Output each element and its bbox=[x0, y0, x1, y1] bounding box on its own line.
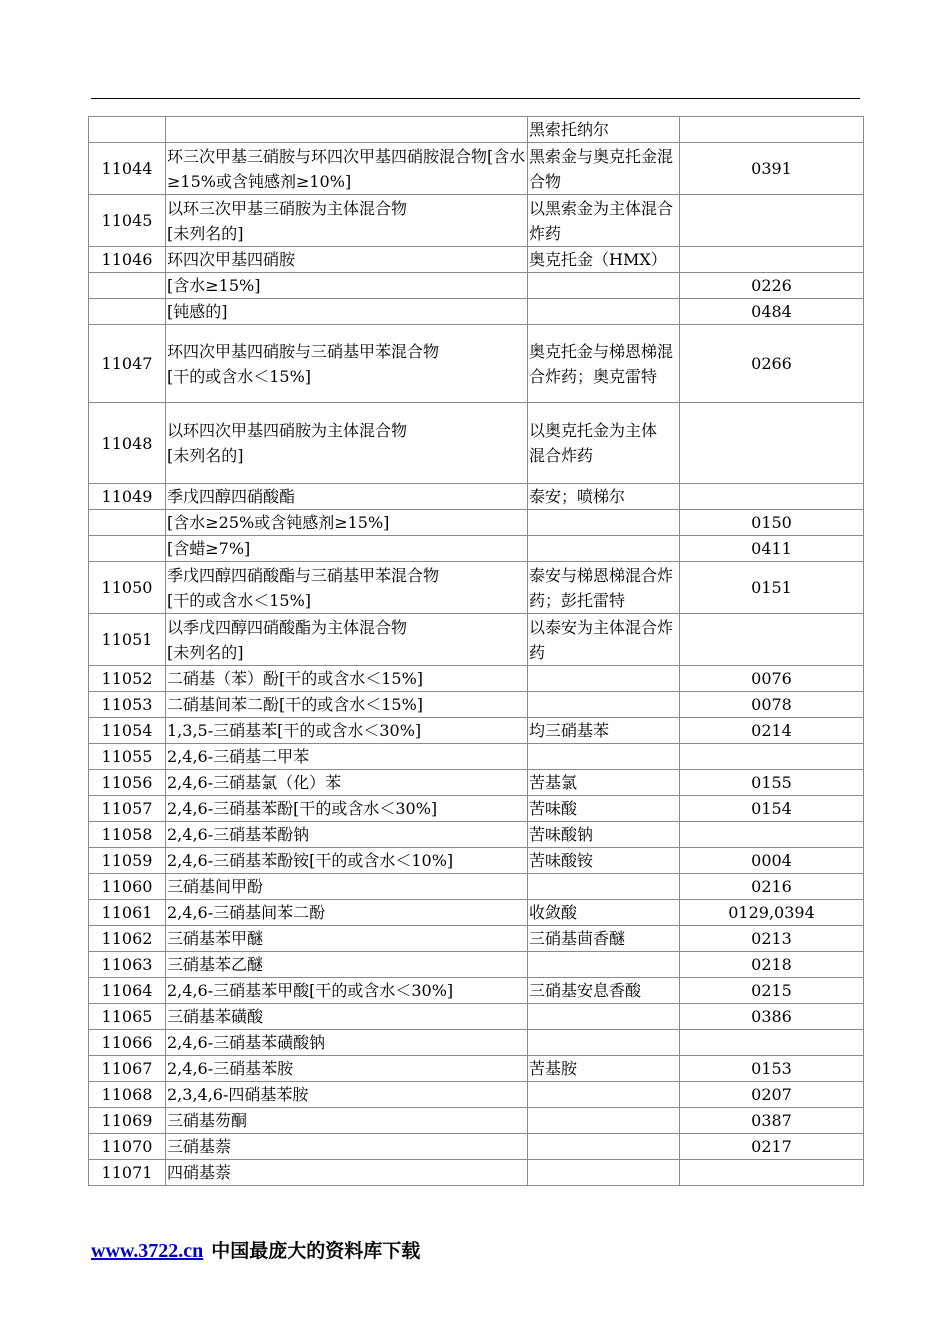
cell-alias: 泰安；喷梯尔 bbox=[528, 484, 680, 510]
cell-un-number: 0004 bbox=[680, 848, 864, 874]
cell-name: 以环四次甲基四硝胺为主体混合物 [未列名的] bbox=[166, 403, 528, 484]
cell-un-number: 0217 bbox=[680, 1134, 864, 1160]
cell-un-number: 0151 bbox=[680, 562, 864, 614]
cell-number: 11068 bbox=[89, 1082, 166, 1108]
cell-un-number: 0207 bbox=[680, 1082, 864, 1108]
cell-un-number bbox=[680, 117, 864, 143]
cell-name: [含蜡≥7%] bbox=[166, 536, 528, 562]
cell-un-number: 0078 bbox=[680, 692, 864, 718]
table-row bbox=[89, 143, 864, 195]
cell-alias: 苦基胺 bbox=[528, 1056, 680, 1082]
table-row bbox=[89, 900, 864, 926]
cell-alias: 收敛酸 bbox=[528, 900, 680, 926]
cell-alias: 均三硝基苯 bbox=[528, 718, 680, 744]
cell-name: 环三次甲基三硝胺与环四次甲基四硝胺混合物[含水≥15%或含钝感剂≥10%] bbox=[166, 143, 528, 195]
cell-un-number: 0387 bbox=[680, 1108, 864, 1134]
cell-un-number bbox=[680, 247, 864, 273]
cell-alias: 以泰安为主体混合炸药 bbox=[528, 614, 680, 666]
cell-number: 11063 bbox=[89, 952, 166, 978]
table-row bbox=[89, 403, 864, 484]
cell-un-number bbox=[680, 1030, 864, 1056]
table-row bbox=[89, 770, 864, 796]
cell-number: 11046 bbox=[89, 247, 166, 273]
table-row bbox=[89, 484, 864, 510]
cell-name: 季戊四醇四硝酸酯与三硝基甲苯混合物 [干的或含水＜15%] bbox=[166, 562, 528, 614]
cell-alias bbox=[528, 666, 680, 692]
cell-number bbox=[89, 299, 166, 325]
table-row bbox=[89, 978, 864, 1004]
cell-number: 11057 bbox=[89, 796, 166, 822]
cell-alias bbox=[528, 952, 680, 978]
cell-alias bbox=[528, 874, 680, 900]
cell-un-number: 0216 bbox=[680, 874, 864, 900]
cell-un-number bbox=[680, 744, 864, 770]
cell-alias: 以黑索金为主体混合炸药 bbox=[528, 195, 680, 247]
cell-un-number: 0386 bbox=[680, 1004, 864, 1030]
table-row bbox=[89, 273, 864, 299]
cell-un-number bbox=[680, 822, 864, 848]
cell-alias bbox=[528, 1004, 680, 1030]
cell-name: [含水≥25%或含钝感剂≥15%] bbox=[166, 510, 528, 536]
table-row bbox=[89, 299, 864, 325]
cell-name: 三硝基苯磺酸 bbox=[166, 1004, 528, 1030]
cell-number: 11052 bbox=[89, 666, 166, 692]
cell-alias: 泰安与梯恩梯混合炸药；彭托雷特 bbox=[528, 562, 680, 614]
table-row bbox=[89, 325, 864, 403]
cell-un-number: 0150 bbox=[680, 510, 864, 536]
cell-name: 三硝基苯乙醚 bbox=[166, 952, 528, 978]
cell-name: 2,4,6-三硝基苯磺酸钠 bbox=[166, 1030, 528, 1056]
cell-number: 11070 bbox=[89, 1134, 166, 1160]
cell-un-number: 0154 bbox=[680, 796, 864, 822]
cell-alias: 奥克托金与梯恩梯混合炸药；奥克雷特 bbox=[528, 325, 680, 403]
cell-alias bbox=[528, 1030, 680, 1056]
cell-name: 以季戊四醇四硝酸酯为主体混合物 [未列名的] bbox=[166, 614, 528, 666]
cell-un-number: 0226 bbox=[680, 273, 864, 299]
table-row bbox=[89, 1030, 864, 1056]
cell-un-number bbox=[680, 195, 864, 247]
cell-alias: 苦味酸 bbox=[528, 796, 680, 822]
cell-name: 二硝基（苯）酚[干的或含水＜15%] bbox=[166, 666, 528, 692]
cell-number: 11053 bbox=[89, 692, 166, 718]
cell-un-number bbox=[680, 403, 864, 484]
table-row bbox=[89, 744, 864, 770]
cell-alias bbox=[528, 1108, 680, 1134]
cell-alias: 三硝基茴香醚 bbox=[528, 926, 680, 952]
table-row bbox=[89, 510, 864, 536]
cell-number: 11058 bbox=[89, 822, 166, 848]
cell-alias: 苦基氯 bbox=[528, 770, 680, 796]
footer-tagline: 中国最庞大的资料库下载 bbox=[211, 1240, 421, 1262]
cell-alias bbox=[528, 1160, 680, 1186]
cell-un-number: 0153 bbox=[680, 1056, 864, 1082]
cell-number: 11048 bbox=[89, 403, 166, 484]
cell-alias: 黑索托纳尔 bbox=[528, 117, 680, 143]
cell-name: 环四次甲基四硝胺与三硝基甲苯混合物 [干的或含水＜15%] bbox=[166, 325, 528, 403]
table-row bbox=[89, 1160, 864, 1186]
table-row bbox=[89, 1134, 864, 1160]
cell-un-number bbox=[680, 484, 864, 510]
cell-number bbox=[89, 117, 166, 143]
cell-alias bbox=[528, 536, 680, 562]
cell-number: 11050 bbox=[89, 562, 166, 614]
cell-name: 三硝基苯甲醚 bbox=[166, 926, 528, 952]
table-row bbox=[89, 562, 864, 614]
table-row bbox=[89, 536, 864, 562]
cell-name: 环四次甲基四硝胺 bbox=[166, 247, 528, 273]
cell-number: 11067 bbox=[89, 1056, 166, 1082]
cell-number bbox=[89, 536, 166, 562]
cell-alias: 苦味酸铵 bbox=[528, 848, 680, 874]
cell-un-number: 0215 bbox=[680, 978, 864, 1004]
cell-number: 11061 bbox=[89, 900, 166, 926]
table-row bbox=[89, 926, 864, 952]
table-row bbox=[89, 1108, 864, 1134]
cell-number: 11066 bbox=[89, 1030, 166, 1056]
table-row bbox=[89, 796, 864, 822]
cell-name: 季戊四醇四硝酸酯 bbox=[166, 484, 528, 510]
cell-name: 2,4,6-三硝基苯甲酸[干的或含水＜30%] bbox=[166, 978, 528, 1004]
cell-name bbox=[166, 117, 528, 143]
cell-name: 2,4,6-三硝基二甲苯 bbox=[166, 744, 528, 770]
cell-number: 11054 bbox=[89, 718, 166, 744]
dangerous-goods-table bbox=[88, 116, 864, 1186]
cell-un-number bbox=[680, 1160, 864, 1186]
cell-un-number: 0214 bbox=[680, 718, 864, 744]
cell-name: 三硝基萘 bbox=[166, 1134, 528, 1160]
table-row bbox=[89, 822, 864, 848]
footer bbox=[91, 1236, 420, 1263]
cell-un-number: 0411 bbox=[680, 536, 864, 562]
table-row bbox=[89, 614, 864, 666]
cell-alias bbox=[528, 510, 680, 536]
cell-number: 11047 bbox=[89, 325, 166, 403]
cell-number: 11049 bbox=[89, 484, 166, 510]
cell-name: 2,3,4,6-四硝基苯胺 bbox=[166, 1082, 528, 1108]
table-row bbox=[89, 117, 864, 143]
cell-alias bbox=[528, 299, 680, 325]
table-row bbox=[89, 1056, 864, 1082]
cell-name: 2,4,6-三硝基间苯二酚 bbox=[166, 900, 528, 926]
table-row bbox=[89, 1004, 864, 1030]
cell-number: 11055 bbox=[89, 744, 166, 770]
footer-link[interactable]: www.3722.cn bbox=[91, 1240, 204, 1262]
cell-name: 以环三次甲基三硝胺为主体混合物 [未列名的] bbox=[166, 195, 528, 247]
cell-un-number: 0213 bbox=[680, 926, 864, 952]
cell-un-number: 0155 bbox=[680, 770, 864, 796]
header-rule bbox=[91, 98, 860, 99]
cell-number bbox=[89, 273, 166, 299]
cell-un-number: 0484 bbox=[680, 299, 864, 325]
cell-alias bbox=[528, 273, 680, 299]
cell-name: 2,4,6-三硝基苯酚[干的或含水＜30%] bbox=[166, 796, 528, 822]
cell-un-number: 0266 bbox=[680, 325, 864, 403]
cell-number: 11071 bbox=[89, 1160, 166, 1186]
table-row bbox=[89, 952, 864, 978]
cell-number: 11064 bbox=[89, 978, 166, 1004]
cell-un-number bbox=[680, 614, 864, 666]
cell-un-number: 0391 bbox=[680, 143, 864, 195]
table-row bbox=[89, 848, 864, 874]
cell-name: [含水≥15%] bbox=[166, 273, 528, 299]
cell-alias: 奥克托金（HMX） bbox=[528, 247, 680, 273]
cell-alias: 苦味酸钠 bbox=[528, 822, 680, 848]
cell-number: 11069 bbox=[89, 1108, 166, 1134]
cell-alias bbox=[528, 1134, 680, 1160]
cell-un-number: 0076 bbox=[680, 666, 864, 692]
cell-name: 三硝基间甲酚 bbox=[166, 874, 528, 900]
cell-alias bbox=[528, 1082, 680, 1108]
table-row bbox=[89, 247, 864, 273]
table-row bbox=[89, 1082, 864, 1108]
cell-name: 2,4,6-三硝基苯酚钠 bbox=[166, 822, 528, 848]
table-row bbox=[89, 195, 864, 247]
cell-number: 11062 bbox=[89, 926, 166, 952]
cell-name: 三硝基芴酮 bbox=[166, 1108, 528, 1134]
cell-alias bbox=[528, 692, 680, 718]
cell-number: 11060 bbox=[89, 874, 166, 900]
cell-alias bbox=[528, 744, 680, 770]
cell-un-number: 0218 bbox=[680, 952, 864, 978]
cell-alias: 以奥克托金为主体 混合炸药 bbox=[528, 403, 680, 484]
cell-un-number: 0129,0394 bbox=[680, 900, 864, 926]
cell-number bbox=[89, 510, 166, 536]
cell-number: 11056 bbox=[89, 770, 166, 796]
cell-name: 2,4,6-三硝基苯胺 bbox=[166, 1056, 528, 1082]
cell-number: 11045 bbox=[89, 195, 166, 247]
cell-alias: 三硝基安息香酸 bbox=[528, 978, 680, 1004]
cell-number: 11065 bbox=[89, 1004, 166, 1030]
cell-number: 11059 bbox=[89, 848, 166, 874]
cell-name: 2,4,6-三硝基氯（化）苯 bbox=[166, 770, 528, 796]
table-row bbox=[89, 692, 864, 718]
cell-number: 11044 bbox=[89, 143, 166, 195]
table-row bbox=[89, 718, 864, 744]
cell-name: 1,3,5-三硝基苯[干的或含水＜30%] bbox=[166, 718, 528, 744]
cell-name: [钝感的] bbox=[166, 299, 528, 325]
cell-number: 11051 bbox=[89, 614, 166, 666]
cell-name: 二硝基间苯二酚[干的或含水＜15%] bbox=[166, 692, 528, 718]
cell-name: 四硝基萘 bbox=[166, 1160, 528, 1186]
cell-name: 2,4,6-三硝基苯酚铵[干的或含水＜10%] bbox=[166, 848, 528, 874]
table-row bbox=[89, 874, 864, 900]
table-row bbox=[89, 666, 864, 692]
cell-alias: 黑索金与奥克托金混合物 bbox=[528, 143, 680, 195]
